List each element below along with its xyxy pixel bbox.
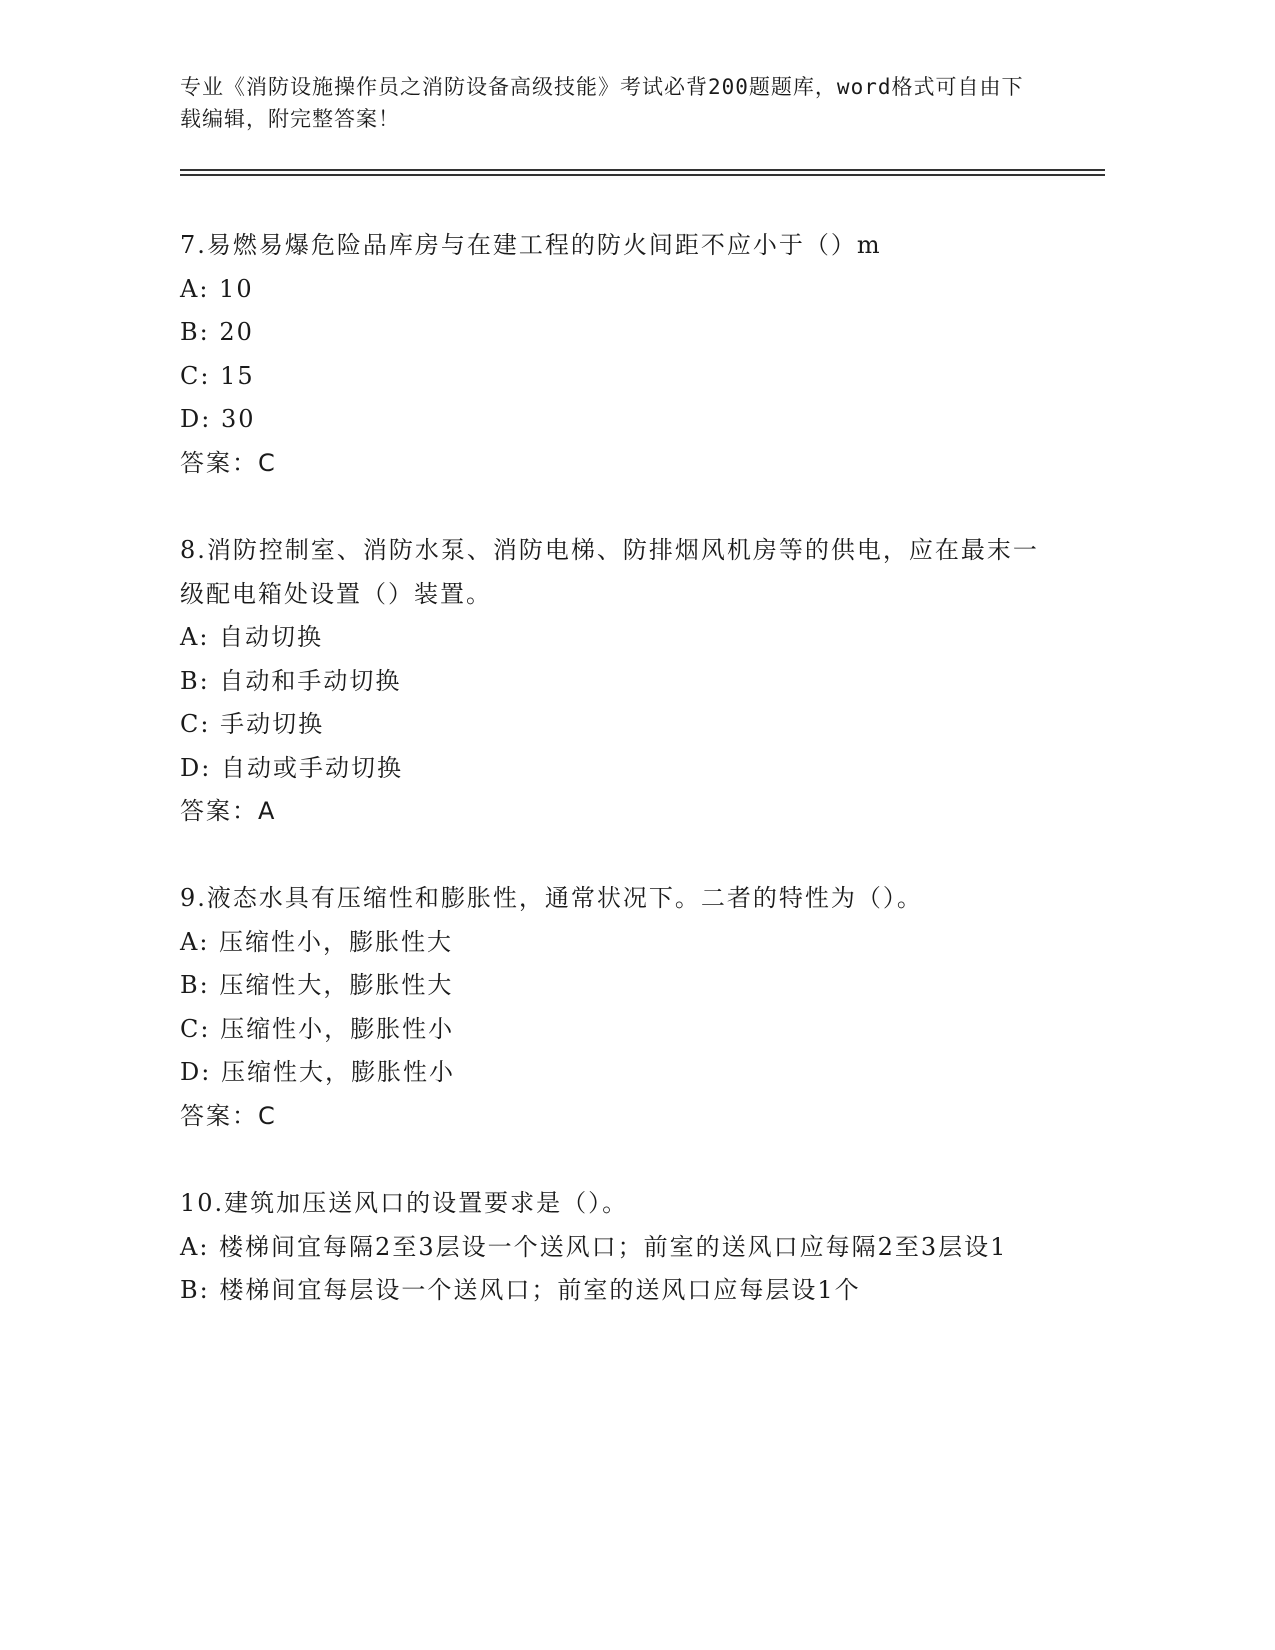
question-stem: 7.易燃易爆危险品库房与在建工程的防火间距不应小于（）m <box>180 231 882 259</box>
header-divider-top <box>180 169 1105 171</box>
question-8 <box>180 529 1040 834</box>
question-9 <box>180 877 1040 1138</box>
question-7 <box>180 224 1040 485</box>
option-c: C: 15 <box>180 361 255 390</box>
answer-line: 答案：C <box>180 1101 277 1130</box>
option-a: A: 自动切换 <box>180 623 324 651</box>
option-b: B: 自动和手动切换 <box>180 666 402 695</box>
question-stem: 10.建筑加压送风口的设置要求是（）。 <box>180 1189 629 1217</box>
answer-line: 答案：A <box>180 797 277 825</box>
option-d: D: 30 <box>180 405 256 433</box>
option-a: A: 10 <box>180 274 254 303</box>
option-c: C: 手动切换 <box>180 710 325 738</box>
option-b: B: 20 <box>180 318 254 346</box>
question-10 <box>180 1182 1040 1313</box>
question-stem: 8.消防控制室、消防水泵、消防电梯、防排烟风机房等的供电，应在最末一级配电箱处设置（）装置。 <box>180 536 1039 608</box>
option-a: A: 楼梯间宜每隔2至3层设一个送风口；前室的送风口应每隔2至3层设1 <box>180 1232 1008 1261</box>
option-b: B: 压缩性大，膨胀性大 <box>180 971 454 999</box>
option-c: C: 压缩性小，膨胀性小 <box>180 1014 455 1043</box>
header-divider-bottom <box>180 174 1105 176</box>
option-b: B: 楼梯间宜每层设一个送风口；前室的送风口应每层设1个 <box>180 1276 861 1304</box>
option-d: D: 压缩性大，膨胀性小 <box>180 1058 455 1086</box>
document-header-intro: 专业《消防设施操作员之消防设备高级技能》考试必背200题题库，word格式可自由下载编辑，附完整答案！ <box>180 75 1024 131</box>
option-a: A: 压缩性小，膨胀性大 <box>180 927 454 956</box>
question-stem: 9.液态水具有压缩性和膨胀性，通常状况下。二者的特性为（）。 <box>180 884 923 912</box>
option-d: D: 自动或手动切换 <box>180 753 403 782</box>
answer-line: 答案：C <box>180 448 277 477</box>
